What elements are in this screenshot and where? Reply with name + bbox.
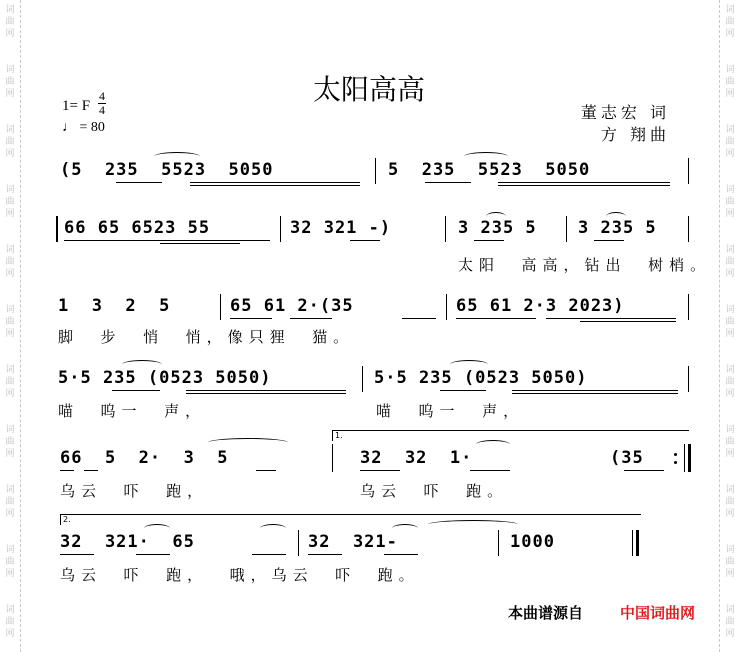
notes-measure-12: 66 5 2· 3 5 bbox=[60, 448, 229, 468]
lyricist-credit: 董志宏 词 bbox=[580, 103, 670, 122]
underline bbox=[498, 185, 670, 186]
notes-measure-9: 65 61 2·3 2023) bbox=[456, 296, 625, 316]
underline bbox=[402, 318, 436, 319]
underline bbox=[470, 470, 510, 471]
composer-credit: 方 翔曲 bbox=[600, 125, 670, 144]
notes-measure-15: 32 321- bbox=[308, 532, 398, 552]
underline bbox=[190, 182, 360, 183]
watermark-text: 词 曲 网 bbox=[725, 365, 735, 399]
underline bbox=[60, 554, 94, 555]
watermark-text: 词 曲 网 bbox=[725, 485, 735, 519]
notes-measure-4: 32 321 -) bbox=[290, 218, 392, 238]
repeat-pickup: (35 bbox=[610, 448, 644, 468]
repeat-dot bbox=[674, 461, 677, 464]
barline bbox=[688, 158, 689, 184]
notes-measure-14: 32 321· 65 bbox=[60, 532, 195, 552]
underline bbox=[112, 390, 160, 391]
key-signature: 1= F bbox=[62, 98, 91, 114]
underline bbox=[230, 318, 272, 319]
time-signature bbox=[98, 90, 106, 117]
underline bbox=[116, 182, 162, 183]
underline bbox=[594, 240, 624, 241]
lyrics-line: 太阳 高高，钻出 树梢。 bbox=[458, 256, 712, 274]
barline bbox=[375, 158, 376, 184]
score-sheet bbox=[20, 0, 718, 652]
notes-measure-8: 65 61 2·(35 bbox=[230, 296, 354, 316]
underline bbox=[186, 393, 346, 394]
slur bbox=[144, 524, 170, 533]
notes-measure-1: (5 235 5523 5050 bbox=[60, 160, 274, 180]
source-label: 本曲谱源自 bbox=[508, 604, 584, 622]
barline bbox=[688, 366, 689, 392]
repeat-end-barline bbox=[688, 444, 691, 472]
slur bbox=[476, 440, 510, 449]
lyrics-line: 喵 呜一 声， bbox=[58, 402, 207, 420]
underline bbox=[252, 554, 286, 555]
watermark-text: 词 曲 网 bbox=[5, 245, 15, 279]
barline bbox=[280, 216, 281, 242]
underline bbox=[160, 243, 240, 244]
underline bbox=[440, 390, 486, 391]
watermark-text: 词 曲 网 bbox=[725, 245, 735, 279]
watermark-text: 词 曲 网 bbox=[725, 185, 735, 219]
notes-measure-3: 66 65 6523 55 bbox=[64, 218, 211, 238]
lyrics-line: 乌云 吓 跑。 bbox=[360, 482, 509, 500]
time-denominator: 4 bbox=[99, 103, 105, 117]
underline bbox=[136, 554, 170, 555]
underline bbox=[84, 470, 98, 471]
watermark-text: 词 曲 网 bbox=[5, 425, 15, 459]
barline bbox=[566, 216, 567, 242]
lyrics-line: 脚 步 悄 悄，像只狸 猫。 bbox=[58, 328, 355, 346]
source-site-link[interactable]: 中国词曲网 bbox=[620, 604, 696, 622]
slur bbox=[122, 360, 162, 369]
underline bbox=[546, 318, 676, 319]
barline bbox=[298, 530, 299, 556]
slur bbox=[154, 152, 200, 161]
watermark-text: 词 曲 网 bbox=[5, 545, 15, 579]
repeat-start-barline bbox=[56, 216, 58, 242]
notes-measure-13: 32 32 1· bbox=[360, 448, 473, 468]
barline bbox=[446, 294, 447, 320]
slur bbox=[606, 212, 626, 221]
lyrics-line: 乌云 吓 跑， bbox=[60, 482, 209, 500]
underline bbox=[512, 390, 678, 391]
slur bbox=[428, 520, 518, 529]
right-watermark-strip bbox=[719, 0, 740, 652]
notes-measure-5: 3 235 5 bbox=[458, 218, 537, 238]
barline bbox=[362, 366, 363, 392]
watermark-text: 词 曲 网 bbox=[5, 605, 15, 639]
underline bbox=[186, 390, 346, 391]
watermark-text: 词 曲 网 bbox=[725, 5, 735, 39]
slur bbox=[260, 524, 286, 533]
barline bbox=[498, 530, 499, 556]
watermark-text: 词 曲 网 bbox=[725, 125, 735, 159]
underline bbox=[290, 318, 332, 319]
second-ending-bracket bbox=[60, 514, 641, 525]
underline bbox=[350, 240, 380, 241]
barline bbox=[220, 294, 221, 320]
watermark-text: 词 曲 网 bbox=[5, 65, 15, 99]
underline bbox=[384, 554, 418, 555]
watermark-text: 词 曲 网 bbox=[725, 65, 735, 99]
underline bbox=[360, 470, 400, 471]
time-numerator: 4 bbox=[99, 89, 105, 103]
watermark-text: 词 曲 网 bbox=[5, 185, 15, 219]
lyrics-line: 乌云 吓 跑， 哦，乌云 吓 跑。 bbox=[60, 566, 420, 584]
underline bbox=[474, 240, 504, 241]
tempo-marking: ♩ = 80 bbox=[62, 120, 105, 135]
slur bbox=[450, 360, 488, 369]
watermark-text: 词 曲 网 bbox=[725, 425, 735, 459]
watermark-text: 词 曲 网 bbox=[5, 365, 15, 399]
first-ending-bracket bbox=[332, 430, 689, 441]
watermark-text: 词 曲 网 bbox=[5, 125, 15, 159]
notes-measure-6: 3 235 5 bbox=[578, 218, 657, 238]
watermark-text: 词 曲 网 bbox=[5, 485, 15, 519]
lyrics-line: 喵 呜一 声， bbox=[376, 402, 525, 420]
watermark-text: 词 曲 网 bbox=[5, 5, 15, 39]
volta-number: 2. bbox=[63, 515, 71, 524]
barline bbox=[688, 216, 689, 242]
barline bbox=[688, 294, 689, 320]
underline bbox=[498, 182, 670, 183]
repeat-dot bbox=[674, 453, 677, 456]
notes-measure-2: 5 235 5523 5050 bbox=[388, 160, 591, 180]
barline bbox=[632, 530, 633, 556]
barline bbox=[332, 444, 333, 472]
watermark-text: 词 曲 网 bbox=[5, 305, 15, 339]
notes-measure-10: 5·5 235 (0523 5050) bbox=[58, 368, 272, 388]
underline bbox=[64, 240, 270, 241]
watermark-text: 词 曲 网 bbox=[725, 305, 735, 339]
barline bbox=[445, 216, 446, 242]
underline bbox=[190, 185, 360, 186]
watermark-text: 词 曲 网 bbox=[725, 605, 735, 639]
underline bbox=[308, 554, 342, 555]
notes-measure-16: 1000 bbox=[510, 532, 555, 552]
barline bbox=[684, 444, 685, 472]
notes-measure-7: 1 3 2 5 bbox=[58, 296, 171, 316]
volta-number: 1. bbox=[335, 431, 343, 440]
underline bbox=[580, 321, 676, 322]
slur bbox=[208, 438, 288, 447]
underline bbox=[456, 318, 536, 319]
slur bbox=[486, 212, 506, 221]
underline bbox=[425, 182, 471, 183]
underline bbox=[256, 470, 276, 471]
underline bbox=[60, 470, 74, 471]
underline bbox=[624, 470, 664, 471]
notes-measure-11: 5·5 235 (0523 5050) bbox=[374, 368, 588, 388]
song-title: 太阳高高 bbox=[312, 73, 425, 106]
slur bbox=[392, 524, 418, 533]
slur bbox=[464, 152, 508, 161]
final-barline bbox=[636, 530, 639, 556]
underline bbox=[512, 393, 678, 394]
watermark-text: 词 曲 网 bbox=[725, 545, 735, 579]
left-watermark-strip bbox=[0, 0, 21, 652]
